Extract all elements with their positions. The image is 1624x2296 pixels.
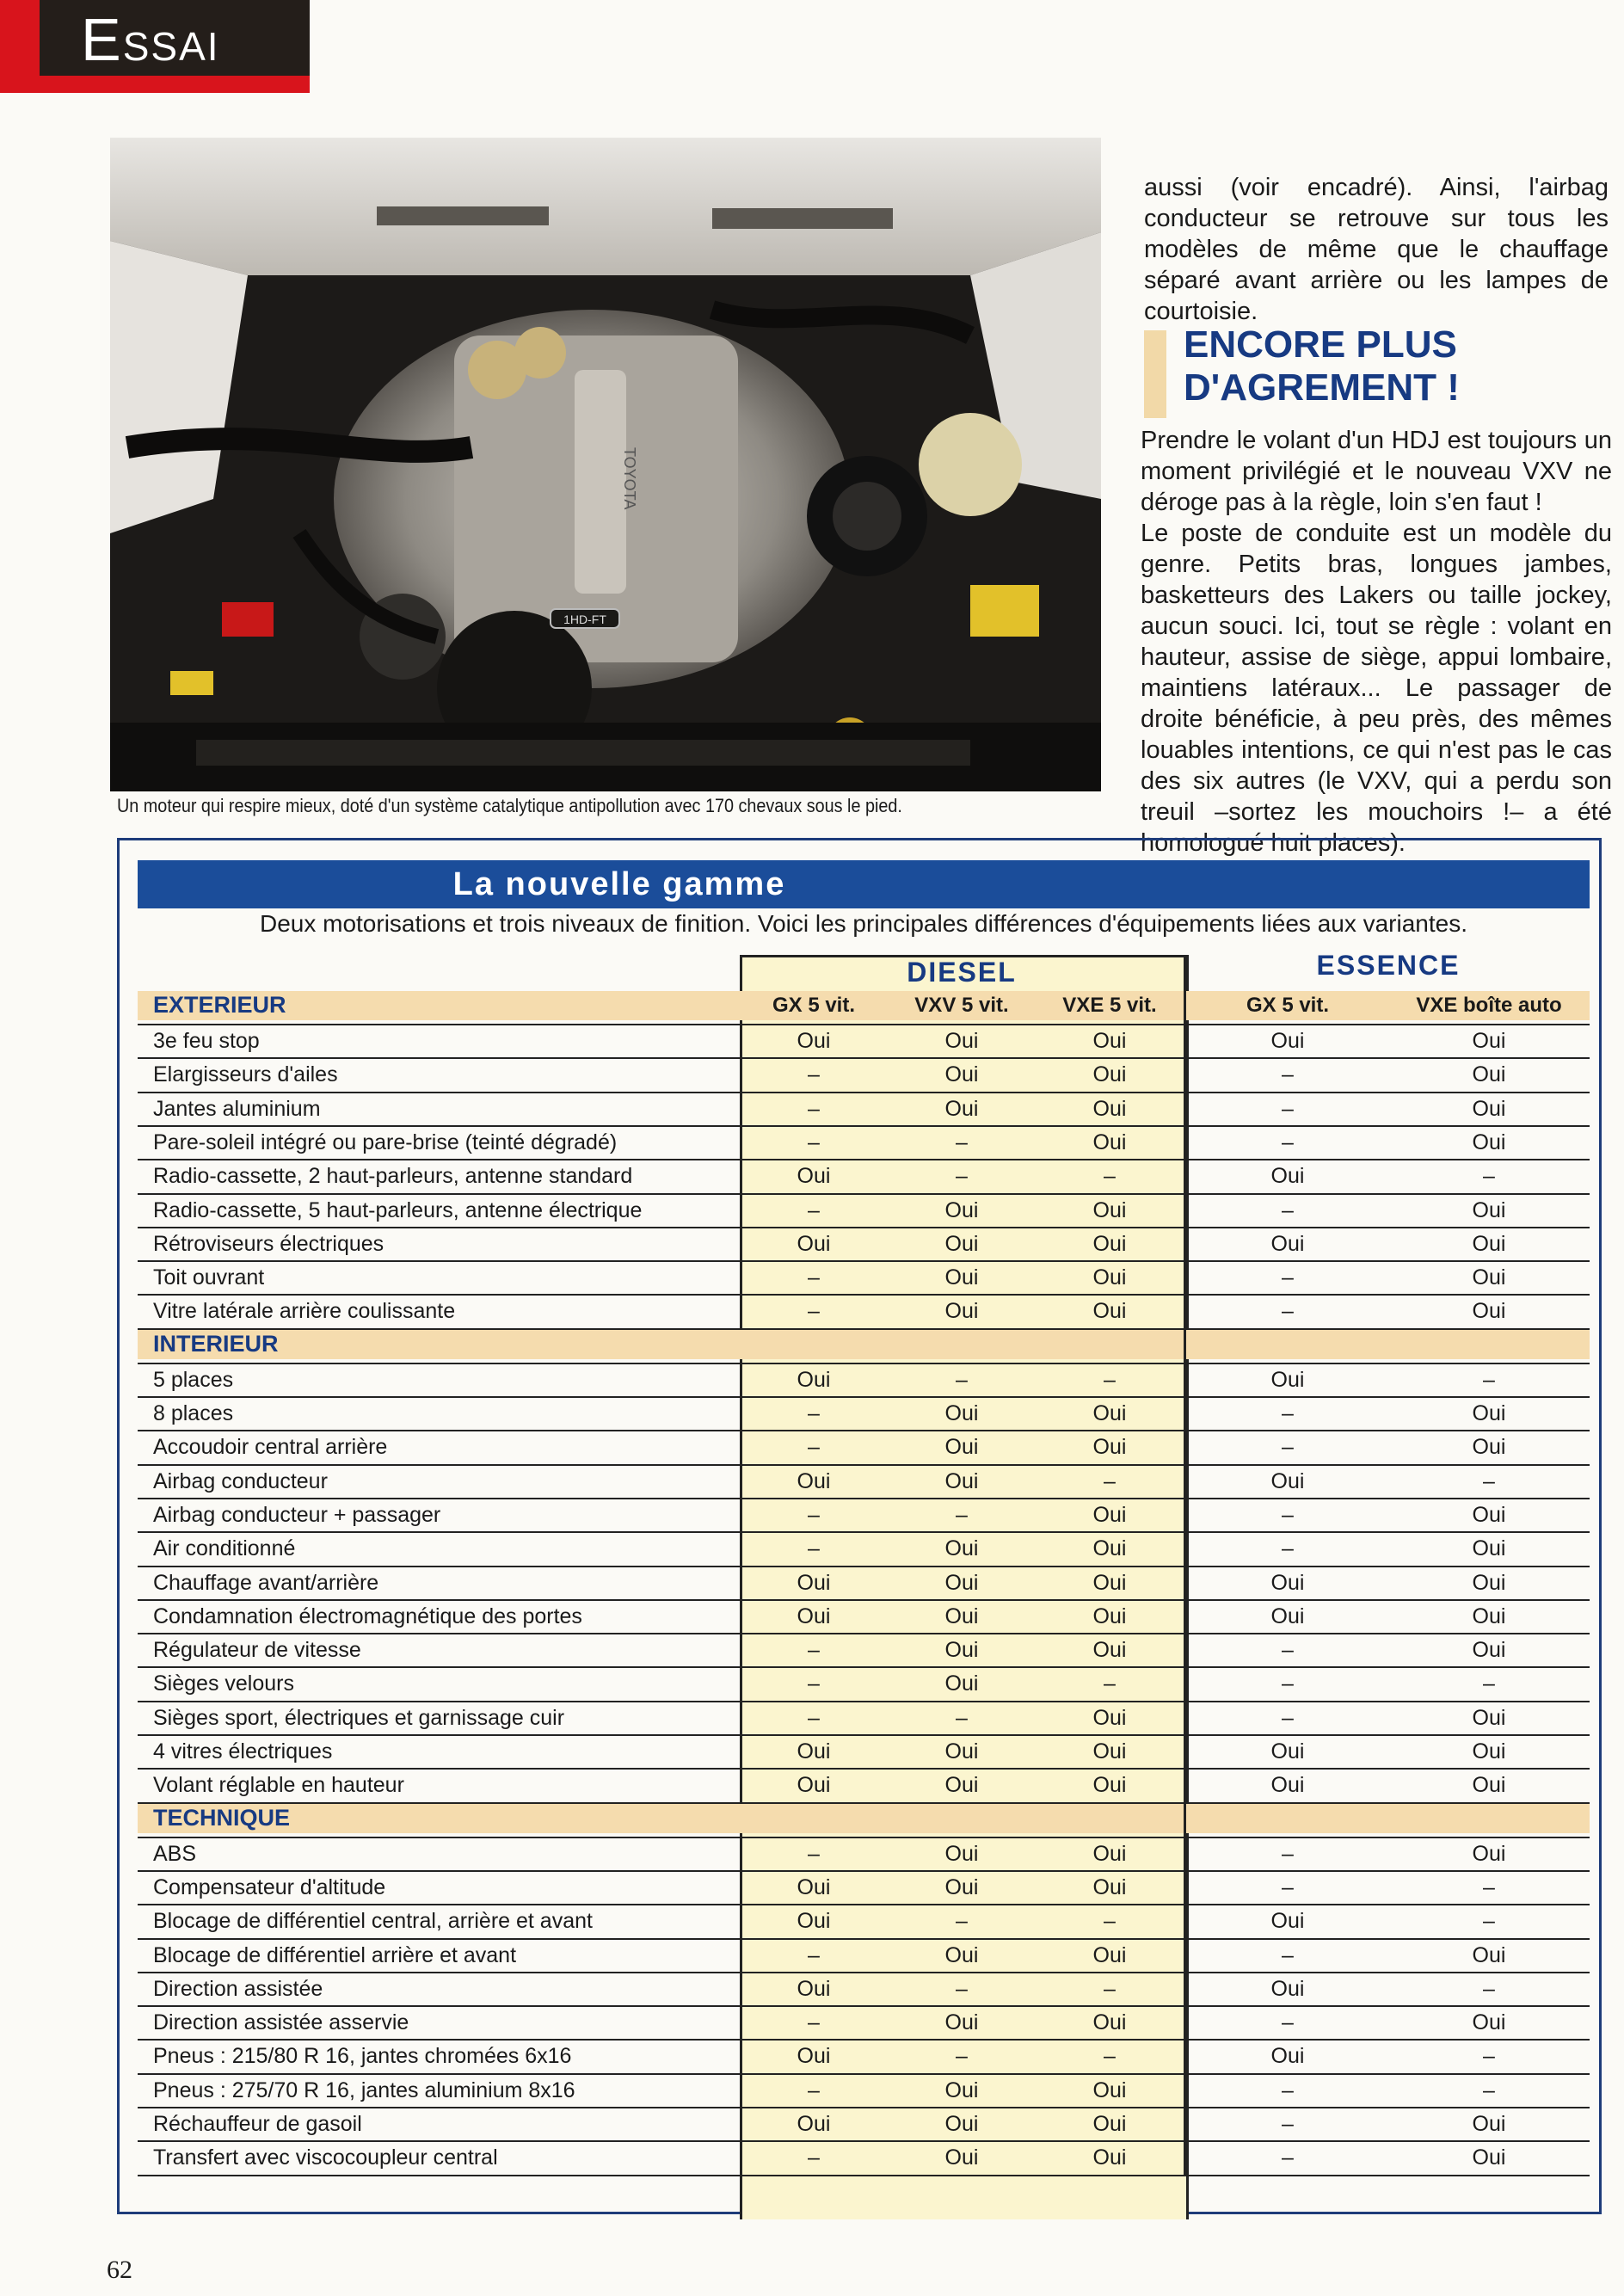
table-cell: Oui <box>1472 2010 1506 2035</box>
table-cell: Oui <box>1472 1841 1506 1866</box>
table-row-label: Chauffage avant/arrière <box>153 1570 379 1595</box>
table-cell: Oui <box>1472 1435 1506 1460</box>
row-rule <box>138 1666 1590 1668</box>
table-row-label: Sièges velours <box>153 1671 294 1696</box>
table-cell: – <box>1104 1367 1116 1392</box>
article-paragraph-1: aussi (voir encadré). Ainsi, l'airbag conducteur se retrouve sur tous les modèles de même que le chauffage séparé avant arrière ou les lampes de courtoisie. <box>1144 174 1609 325</box>
table-row-label: Radio-cassette, 2 haut-parleurs, antenne standard <box>153 1164 633 1189</box>
page-number: 62 <box>107 2256 132 2284</box>
section-header-band <box>138 1330 1590 1359</box>
section-header: EXTERIEUR <box>153 992 286 1018</box>
row-rule <box>138 1193 1590 1195</box>
table-cell: Oui <box>1092 1841 1127 1866</box>
table-cell: – <box>956 1976 968 2001</box>
row-rule <box>138 1260 1590 1262</box>
table-cell: Oui <box>797 1604 831 1628</box>
table-cell: – <box>1282 1502 1294 1527</box>
table-cell: Oui <box>944 1942 979 1967</box>
table-cell: Oui <box>1472 2112 1506 2136</box>
table-cell: Oui <box>1472 1265 1506 1290</box>
table-cell: Oui <box>944 1096 979 1121</box>
table-cell: Oui <box>1092 1942 1127 1967</box>
table-cell: – <box>956 1909 968 1934</box>
table-cell: Oui <box>1472 1942 1506 1967</box>
section-tag-initial: E <box>81 6 123 73</box>
column-header: GX 5 vit. <box>1246 994 1330 1017</box>
table-row-label: Air conditionné <box>153 1536 296 1561</box>
table-cell: – <box>808 1705 820 1730</box>
table-cell: – <box>956 1164 968 1189</box>
table-cell: – <box>1282 1841 1294 1866</box>
table-cell: Oui <box>797 1976 831 2001</box>
table-cell: Oui <box>1472 1401 1506 1425</box>
table-cell: – <box>1104 1468 1116 1493</box>
table-cell: Oui <box>944 1739 979 1764</box>
row-rule <box>138 1734 1590 1736</box>
table-row-label: Compensateur d'altitude <box>153 1874 386 1899</box>
table-cell: Oui <box>1270 1739 1305 1764</box>
table-cell: Oui <box>1092 1435 1127 1460</box>
article-paragraph-3: Le poste de conduite est un modèle du genre. Petits bras, longues jambes, basketteurs des Lakers ou taille jockey, aucun souci. Ici, tout se règle : volant en hauteur, assise de siège, appui lombaire, maintiens latéraux... Le passager de droite bénéficie, à peu près, des mêmes louables intentions, ce qui n'est pas le cas des six autres (le VXV, qui a perdu son treuil –sortez les mouchoirs !– a été homologué huit places). <box>1141 520 1612 857</box>
table-cell: – <box>1282 2145 1294 2170</box>
table-cell: – <box>808 1197 820 1222</box>
table-cell: Oui <box>1092 1874 1127 1899</box>
table-cell: Oui <box>1472 1570 1506 1595</box>
row-rule <box>138 2175 1590 2176</box>
table-cell: – <box>1104 1976 1116 2001</box>
section-header-band <box>138 1804 1590 1833</box>
table-cell: – <box>808 1502 820 1527</box>
table-cell: Oui <box>1472 1130 1506 1154</box>
table-cell: – <box>1282 1197 1294 1222</box>
table-cell: Oui <box>944 1638 979 1663</box>
engine-illustration <box>110 138 1101 791</box>
table-cell: Oui <box>1092 2145 1127 2170</box>
table-cell: Oui <box>1270 1976 1305 2001</box>
table-cell: – <box>1483 1164 1495 1189</box>
table-cell: – <box>956 2044 968 2069</box>
table-cell: Oui <box>944 1401 979 1425</box>
table-cell: – <box>808 1638 820 1663</box>
table-title: La nouvelle gamme <box>452 866 786 902</box>
row-rule <box>138 1599 1590 1601</box>
table-cell: Oui <box>944 1536 979 1561</box>
table-cell: – <box>1483 1671 1495 1696</box>
row-rule <box>138 2140 1590 2142</box>
table-cell: Oui <box>1472 1029 1506 1053</box>
table-cell: – <box>808 2010 820 2035</box>
table-row-label: Direction assistée asservie <box>153 2010 409 2035</box>
table-row-label: Airbag conducteur <box>153 1468 328 1493</box>
table-cell: Oui <box>944 2077 979 2102</box>
table-cell: Oui <box>1270 2044 1305 2069</box>
table-cell: Oui <box>797 1367 831 1392</box>
table-cell: Oui <box>1092 1502 1127 1527</box>
table-cell: Oui <box>944 1299 979 1324</box>
table-row-label: Pneus : 275/70 R 16, jantes aluminium 8x16 <box>153 2077 575 2102</box>
table-cell: – <box>808 2145 820 2170</box>
section-header: TECHNIQUE <box>153 1804 291 1831</box>
table-cell: Oui <box>797 1570 831 1595</box>
table-cell: Oui <box>797 2044 831 2069</box>
table-cell: – <box>1483 1874 1495 1899</box>
section-tag <box>81 5 220 74</box>
table-cell: Oui <box>797 1164 831 1189</box>
table-row-label: Airbag conducteur + passager <box>153 1502 441 1527</box>
group-label-essence: ESSENCE <box>1316 950 1461 981</box>
table-cell: Oui <box>1472 1299 1506 1324</box>
table-cell: Oui <box>1092 1265 1127 1290</box>
row-rule <box>138 1566 1590 1567</box>
table-cell: Oui <box>1270 1909 1305 1934</box>
row-rule <box>138 1837 1590 1838</box>
table-cell: – <box>956 1367 968 1392</box>
table-row-label: Toit ouvrant <box>153 1265 265 1290</box>
table-cell: – <box>1282 1401 1294 1425</box>
table-cell: – <box>808 1942 820 1967</box>
table-cell: Oui <box>797 1874 831 1899</box>
table-cell: Oui <box>1472 1231 1506 1256</box>
table-cell: Oui <box>944 1874 979 1899</box>
table-row-label: Transfert avec viscocoupleur central <box>153 2145 498 2170</box>
table-cell: Oui <box>1472 1773 1506 1798</box>
table-cell: Oui <box>1092 1536 1127 1561</box>
table-row-label: 4 vitres électriques <box>153 1739 333 1764</box>
section-header: INTERIEUR <box>153 1330 279 1357</box>
table-cell: Oui <box>944 2145 979 2170</box>
table-cell: – <box>956 1130 968 1154</box>
table-cell: Oui <box>1092 2077 1127 2102</box>
table-cell: – <box>1483 1468 1495 1493</box>
table-cell: Oui <box>1092 1096 1127 1121</box>
table-cell: – <box>1282 1536 1294 1561</box>
table-row-label: Rétroviseurs électriques <box>153 1231 384 1256</box>
table-cell: Oui <box>944 1671 979 1696</box>
row-rule <box>138 1870 1590 1872</box>
table-cell: Oui <box>797 1231 831 1256</box>
table-cell: – <box>1282 1638 1294 1663</box>
row-rule <box>138 1024 1590 1025</box>
table-row-label: 5 places <box>153 1367 234 1392</box>
table-cell: – <box>1282 1265 1294 1290</box>
table-row-label: Vitre latérale arrière coulissante <box>153 1299 456 1324</box>
row-rule <box>138 1430 1590 1431</box>
row-rule <box>138 1498 1590 1499</box>
table-cell: – <box>1282 2010 1294 2035</box>
table-row-label: Pneus : 215/80 R 16, jantes chromées 6x16 <box>153 2044 572 2069</box>
table-cell: – <box>1282 2077 1294 2102</box>
table-cell: Oui <box>944 1841 979 1866</box>
table-cell: – <box>808 1130 820 1154</box>
table-cell: – <box>808 1299 820 1324</box>
table-cell: – <box>956 1502 968 1527</box>
table-cell: Oui <box>1472 1197 1506 1222</box>
table-cell: Oui <box>1270 1231 1305 1256</box>
table-cell: Oui <box>1472 1604 1506 1628</box>
table-cell: – <box>1282 1705 1294 1730</box>
table-cell: Oui <box>1472 1502 1506 1527</box>
row-rule <box>138 1092 1590 1093</box>
row-rule <box>138 2005 1590 2007</box>
table-cell: Oui <box>1270 1468 1305 1493</box>
table-cell: – <box>1483 2044 1495 2069</box>
table-cell: Oui <box>1092 1401 1127 1425</box>
engine-brand-text: TOYOTA <box>621 447 638 510</box>
table-cell: Oui <box>944 1029 979 1053</box>
table-cell: Oui <box>1092 1231 1127 1256</box>
column-header: VXE 5 vit. <box>1062 994 1157 1017</box>
row-rule <box>138 1904 1590 1905</box>
section-tag-rest: SSAI <box>122 24 220 69</box>
table-cell: Oui <box>1092 1197 1127 1222</box>
row-rule <box>138 1464 1590 1466</box>
table-cell: – <box>1483 2077 1495 2102</box>
table-cell: Oui <box>944 1265 979 1290</box>
table-cell: – <box>1483 1367 1495 1392</box>
table-cell: Oui <box>944 2010 979 2035</box>
table-cell: Oui <box>944 1468 979 1493</box>
table-cell: Oui <box>1092 1739 1127 1764</box>
table-cell: Oui <box>1472 1638 1506 1663</box>
table-row-label: 3e feu stop <box>153 1029 260 1053</box>
table-cell: Oui <box>1270 1164 1305 1189</box>
table-cell: Oui <box>1092 1029 1127 1053</box>
subheading-line-1: ENCORE PLUS <box>1184 323 1457 366</box>
table-cell: Oui <box>944 2112 979 2136</box>
table-cell: Oui <box>944 1197 979 1222</box>
table-cell: – <box>1483 1909 1495 1934</box>
table-cell: Oui <box>1092 1062 1127 1087</box>
table-cell: Oui <box>1472 2145 1506 2170</box>
table-cell: Oui <box>1092 1570 1127 1595</box>
table-cell: – <box>1104 1164 1116 1189</box>
column-header: VXV 5 vit. <box>914 994 1009 1017</box>
table-cell: Oui <box>797 1773 831 1798</box>
table-cell: Oui <box>944 1773 979 1798</box>
article-paragraph-2: Prendre le volant d'un HDJ est toujours un moment privilégié et le nouveau VXV ne déroge pas à la règle, loin s'en faut ! <box>1141 427 1612 516</box>
row-rule <box>138 2107 1590 2108</box>
table-row-label: Radio-cassette, 5 haut-parleurs, antenne électrique <box>153 1197 643 1222</box>
table-row-label: Direction assistée <box>153 1976 323 2001</box>
table-cell: – <box>808 1265 820 1290</box>
row-rule <box>138 1227 1590 1228</box>
table-cell: Oui <box>1270 1367 1305 1392</box>
table-cell: – <box>1282 2112 1294 2136</box>
table-cell: Oui <box>1270 1029 1305 1053</box>
table-cell: Oui <box>1270 1604 1305 1628</box>
row-rule <box>138 1294 1590 1296</box>
engine-photo <box>110 138 1101 791</box>
table-cell: – <box>808 1062 820 1087</box>
engine-badge-text: 1HD-FT <box>563 612 606 626</box>
row-rule <box>138 2039 1590 2041</box>
table-cell: – <box>1282 1671 1294 1696</box>
article-subheading <box>1144 323 1609 418</box>
table-row-label: Elargisseurs d'ailes <box>153 1062 338 1087</box>
table-row-label: Blocage de différentiel arrière et avant <box>153 1942 517 1967</box>
table-row-label: ABS <box>153 1841 197 1866</box>
row-rule <box>138 1768 1590 1770</box>
table-cell: – <box>1282 1130 1294 1154</box>
row-rule <box>138 1057 1590 1059</box>
table-cell: – <box>808 1435 820 1460</box>
table-cell: – <box>808 1536 820 1561</box>
group-label-diesel: DIESEL <box>907 957 1017 988</box>
table-row-label: Pare-soleil intégré ou pare-brise (teinté dégradé) <box>153 1130 618 1154</box>
table-row-label: 8 places <box>153 1401 234 1425</box>
row-rule <box>138 1633 1590 1634</box>
table-cell: – <box>1282 1874 1294 1899</box>
table-row-label: Jantes aluminium <box>153 1096 321 1121</box>
table-cell: Oui <box>1092 1773 1127 1798</box>
table-cell: Oui <box>1092 1604 1127 1628</box>
table-cell: Oui <box>1472 1705 1506 1730</box>
photo-caption: Un moteur qui respire mieux, doté d'un système catalytique antipollution avec 170 chevaux sous le pied. <box>117 795 902 816</box>
table-cell: Oui <box>944 1604 979 1628</box>
table-row-label: Réchauffeur de gasoil <box>153 2112 362 2136</box>
row-rule <box>138 1531 1590 1533</box>
table-cell: Oui <box>797 2112 831 2136</box>
table-cell: Oui <box>797 1468 831 1493</box>
table-cell: – <box>808 1096 820 1121</box>
row-rule <box>138 1701 1590 1702</box>
article-column-bottom <box>1141 425 1612 859</box>
table-row-label: Sièges sport, électriques et garnissage cuir <box>153 1705 565 1730</box>
table-cell: Oui <box>944 1062 979 1087</box>
table-cell: Oui <box>1092 1705 1127 1730</box>
table-cell: – <box>808 1841 820 1866</box>
table-subtitle: Deux motorisations et trois niveaux de finition. Voici les principales différences d'équipements liées aux variantes. <box>259 910 1468 937</box>
table-cell: – <box>1483 1976 1495 2001</box>
table-cell: Oui <box>1092 2112 1127 2136</box>
table-cell: Oui <box>797 1739 831 1764</box>
table-row-label: Condamnation électromagnétique des portes <box>153 1604 582 1628</box>
table-cell: Oui <box>1270 1773 1305 1798</box>
column-header: GX 5 vit. <box>772 994 856 1017</box>
table-row-label: Accoudoir central arrière <box>153 1435 388 1460</box>
table-row-label: Volant réglable en hauteur <box>153 1773 404 1798</box>
table-cell: – <box>1282 1942 1294 1967</box>
row-rule <box>138 1972 1590 1973</box>
table-cell: Oui <box>1092 1299 1127 1324</box>
table-cell: – <box>1282 1299 1294 1324</box>
table-cell: – <box>1104 2044 1116 2069</box>
table-cell: – <box>808 1671 820 1696</box>
row-rule <box>138 1396 1590 1398</box>
row-rule <box>138 1938 1590 1940</box>
row-rule <box>138 1125 1590 1127</box>
table-cell: Oui <box>944 1435 979 1460</box>
table-row-label: Régulateur de vitesse <box>153 1638 361 1663</box>
table-cell: Oui <box>797 1909 831 1934</box>
table-cell: – <box>956 1705 968 1730</box>
row-rule <box>138 1159 1590 1160</box>
article-column-top <box>1144 172 1609 327</box>
table-cell: Oui <box>1472 1739 1506 1764</box>
table-row-label: Blocage de différentiel central, arrière et avant <box>153 1909 593 1934</box>
table-cell: Oui <box>1472 1536 1506 1561</box>
table-cell: Oui <box>1092 1130 1127 1154</box>
table-cell: – <box>808 1401 820 1425</box>
subheading-text <box>1184 323 1460 409</box>
table-cell: Oui <box>797 1029 831 1053</box>
table-cell: Oui <box>1092 2010 1127 2035</box>
table-cell: – <box>808 2077 820 2102</box>
table-cell: Oui <box>1092 1638 1127 1663</box>
row-rule <box>138 1363 1590 1364</box>
row-rule <box>138 2073 1590 2075</box>
table-cell: Oui <box>1472 1062 1506 1087</box>
table-cell: – <box>1282 1062 1294 1087</box>
table-cell: Oui <box>1270 1570 1305 1595</box>
subheading-line-2: D'AGREMENT ! <box>1184 366 1460 409</box>
subheading-accent-bar <box>1144 330 1166 418</box>
table-cell: – <box>1104 1909 1116 1934</box>
table-cell: – <box>1282 1096 1294 1121</box>
table-cell: – <box>1282 1435 1294 1460</box>
table-cell: Oui <box>944 1231 979 1256</box>
column-header: VXE boîte auto <box>1416 994 1562 1017</box>
table-cell: Oui <box>1472 1096 1506 1121</box>
column-separator <box>1184 955 1186 2176</box>
table-cell: Oui <box>944 1570 979 1595</box>
table-cell: – <box>1104 1671 1116 1696</box>
